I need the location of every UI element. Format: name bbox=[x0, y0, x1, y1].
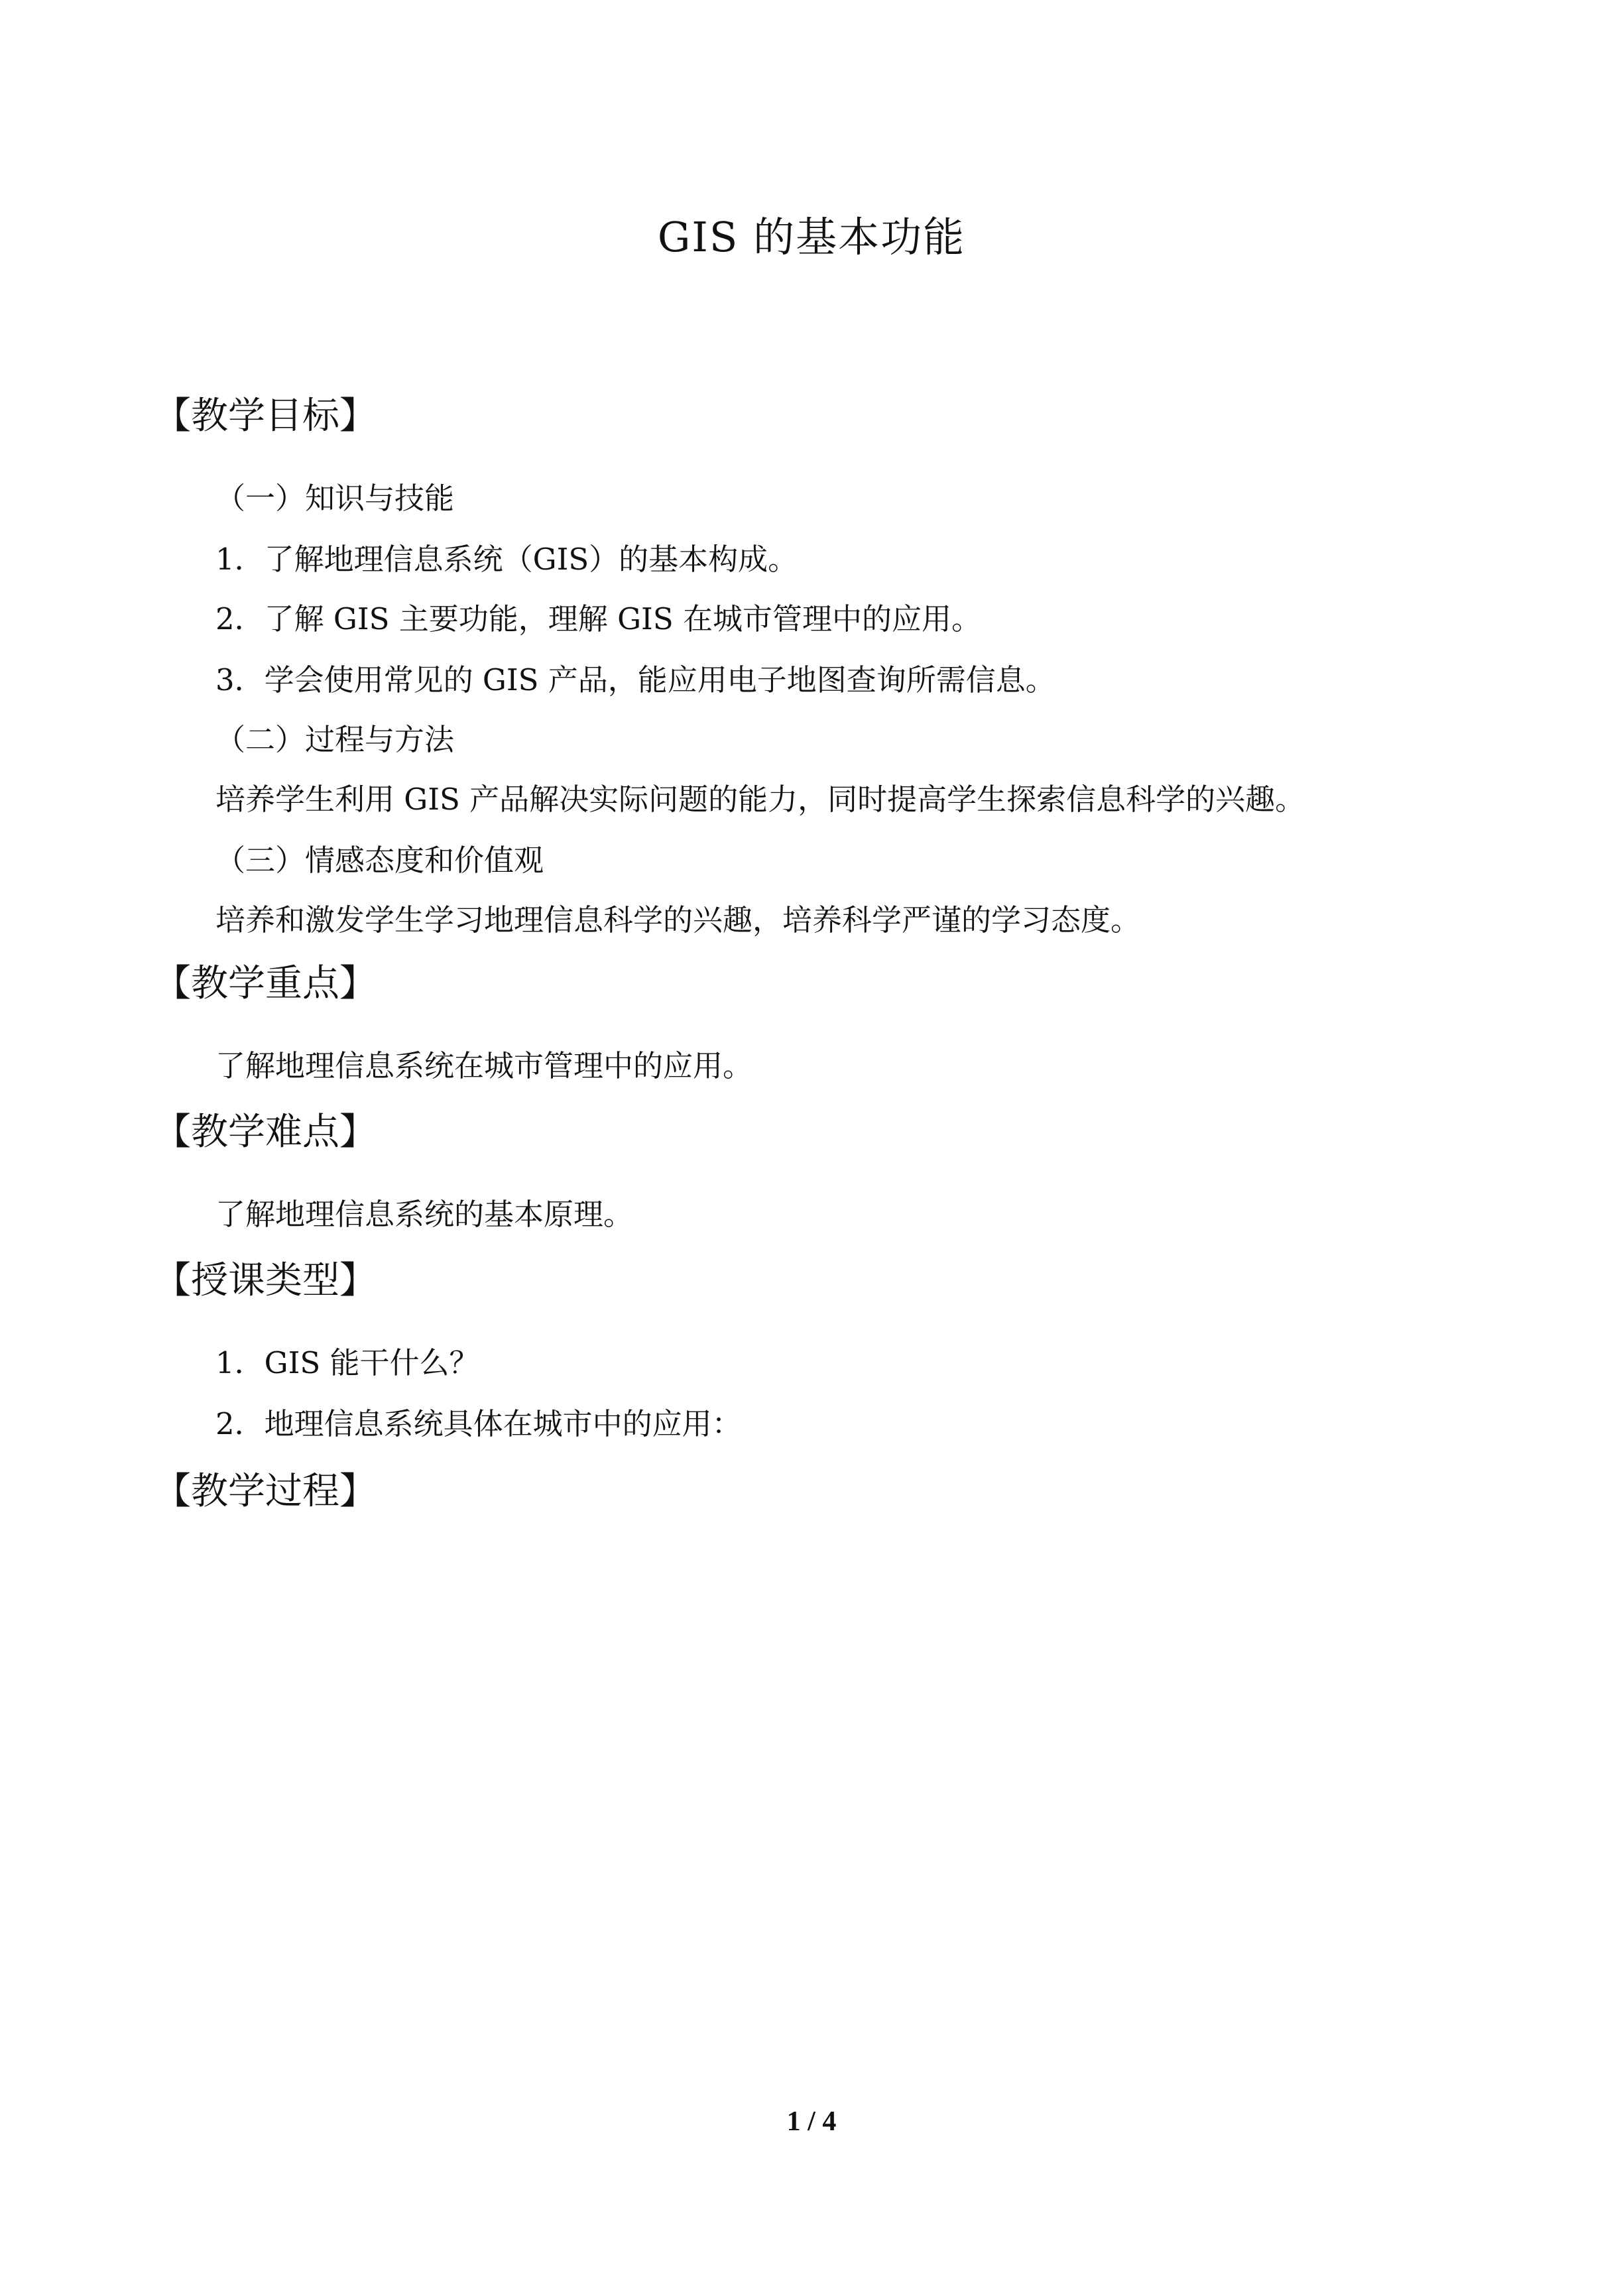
section-heading-lesson-type: 【授课类型】 bbox=[154, 1259, 377, 1302]
section-heading-difficulties: 【教学难点】 bbox=[154, 1111, 377, 1154]
key-point-line: 了解地理信息系统在城市管理中的应用。 bbox=[215, 1048, 753, 1083]
page-number: 1 / 4 bbox=[786, 2106, 837, 2137]
objective-line-3: 3．学会使用常见的 GIS 产品，能应用电子地图查询所需信息。 bbox=[215, 662, 1055, 697]
section-heading-key-points: 【教学重点】 bbox=[154, 962, 377, 1005]
objective-line-2: 2．了解 GIS 主要功能，理解 GIS 在城市管理中的应用。 bbox=[215, 601, 981, 636]
objective-line-attitude: 培养和激发学生学习地理信息科学的兴趣，培养科学严谨的学习态度。 bbox=[215, 902, 1141, 937]
section-heading-objectives: 【教学目标】 bbox=[154, 394, 377, 438]
lesson-type-line-2: 2．地理信息系统具体在城市中的应用： bbox=[215, 1406, 742, 1441]
objective-subheading-attitude: （三）情感态度和价值观 bbox=[215, 843, 544, 878]
objective-subheading-process: （二）过程与方法 bbox=[215, 722, 455, 757]
objective-subheading-knowledge: （一）知识与技能 bbox=[215, 481, 455, 516]
objective-line-process: 培养学生利用 GIS 产品解决实际问题的能力，同时提高学生探索信息科学的兴趣。 bbox=[215, 782, 1305, 817]
difficulty-line: 了解地理信息系统的基本原理。 bbox=[215, 1197, 634, 1232]
document-title: GIS 的基本功能 bbox=[657, 213, 966, 261]
section-heading-process: 【教学过程】 bbox=[154, 1470, 377, 1513]
lesson-type-line-1: 1．GIS 能干什么？ bbox=[215, 1345, 479, 1380]
objective-line-1: 1．了解地理信息系统（GIS）的基本构成。 bbox=[215, 542, 798, 577]
